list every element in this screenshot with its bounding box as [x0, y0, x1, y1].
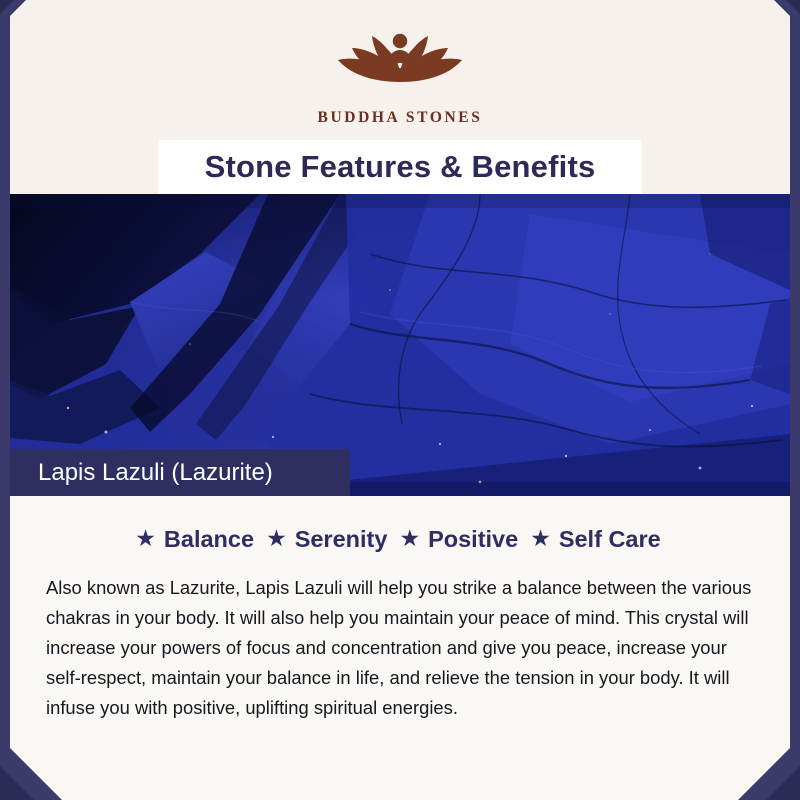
left-border-rail [0, 0, 10, 800]
brand-name: BUDDHA STONES [317, 109, 483, 126]
keyword-serenity: Serenity [294, 526, 388, 552]
right-border-rail [790, 0, 800, 800]
star-icon: ★ [135, 525, 156, 551]
title-banner [158, 140, 642, 194]
keyword-self-care: Self Care [558, 526, 661, 552]
corner-ornament-top-left-inner [0, 0, 14, 14]
lotus-meditation-figure-icon [314, 16, 486, 108]
corner-ornament-bottom-left-inner [0, 766, 34, 800]
card-header [0, 0, 800, 148]
keyword-list [46, 526, 754, 553]
star-icon: ★ [530, 525, 551, 551]
corner-ornament-bottom-right-inner [766, 766, 800, 800]
stone-name-bar [10, 449, 350, 496]
stone-description: Also known as Lazurite, Lapis Lazuli will help you strike a balance between the various chakras in your body. It will also help you maintain your peace of mind. This crystal will increase your powers of focus and concentration and give you peace, increase your self-respect, maintain your balance in life, and relieve the tension in your body. It will infuse you with positive, uplifting spiritual energies. [46, 577, 752, 718]
page-title: Stone Features & Benefits [204, 149, 596, 184]
star-icon: ★ [399, 525, 421, 551]
stone-name: Lapis Lazuli (Lazurite) [38, 458, 273, 486]
keyword-balance: Balance [163, 526, 255, 552]
keyword-positive: Positive [428, 526, 519, 552]
star-icon: ★ [266, 525, 287, 551]
body-content [10, 496, 790, 800]
corner-ornament-top-right-inner [786, 0, 800, 14]
